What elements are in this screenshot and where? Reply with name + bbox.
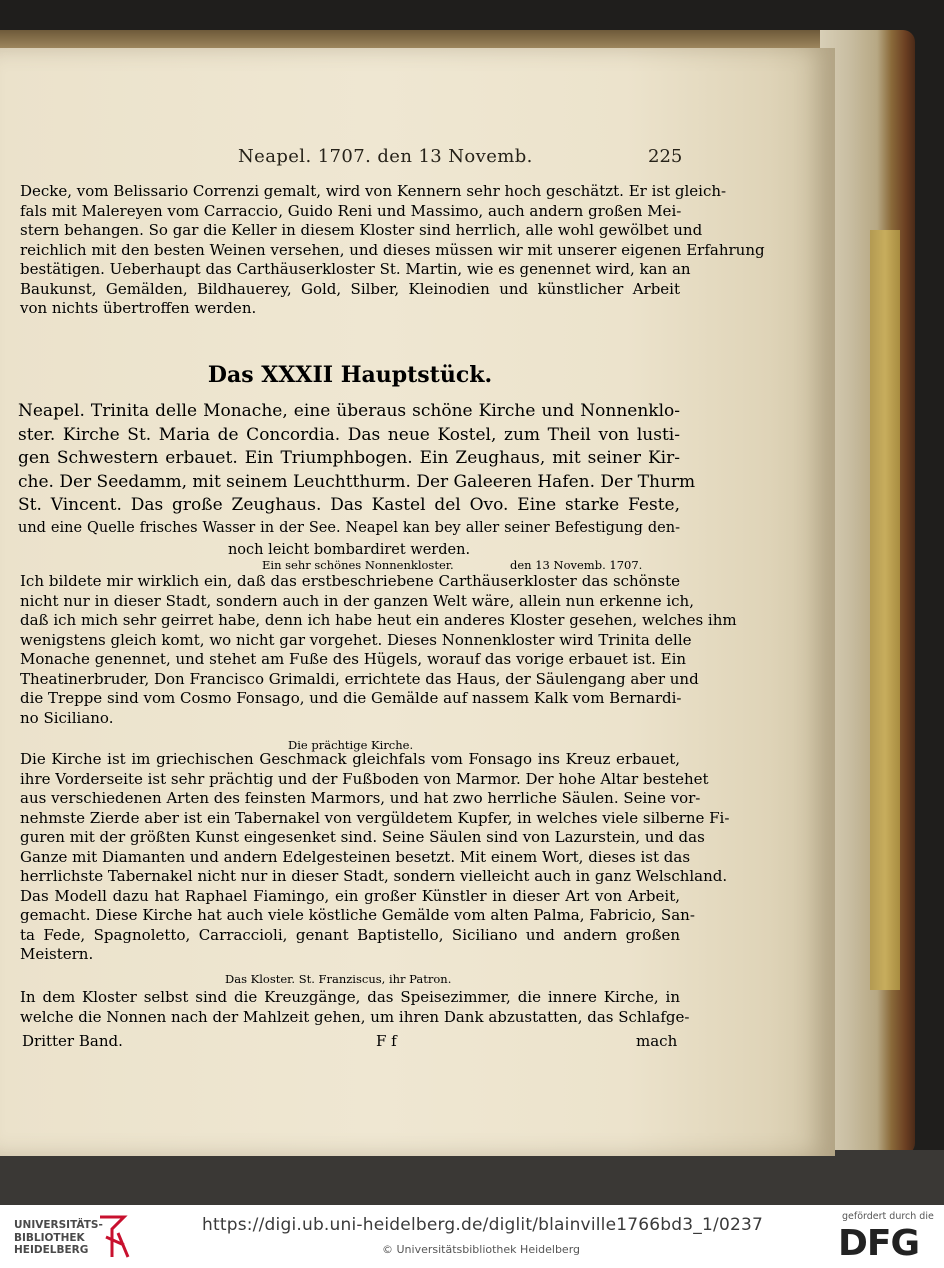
marginal-note-right: den 13 Novemb. 1707. [510,558,643,572]
text-line: daß ich mich sehr geirret habe, denn ich habe heut ein anderes Kloster gesehen, welches ihm [20,611,737,629]
logo-line: UNIVERSITÄTS- [14,1219,103,1231]
text-line: aus verschiedenen Arten des feinsten Marmors, und hat zwo herrliche Säulen. Seine vor- [20,789,701,807]
text-line: welche die Nonnen nach der Mahlzeit gehen, um ihren Dank abzustatten, das Schlafge- [20,1007,690,1026]
text-line: no Siciliano. [20,708,114,727]
text-line: Ganze mit Diamanten und andern Edelgesteinen besetzt. Mit einem Wort, dieses ist das [20,847,691,866]
text-line: Neapel. Trinita delle Monache, eine überaus schöne Kirche und Nonnenklo- [18,401,680,421]
paragraph-3 [20,988,690,1027]
text-line: St. Vincent. Das große Zeughaus. Das Kastel del Ovo. Eine starke Feste, [18,495,680,515]
text-line: Decke, vom Belissario Correnzi gemalt, wird von Kennern sehr hoch geschätzt. Er ist gleich- [20,182,727,200]
text-line: Theatinerbruder, Don Francisco Grimaldi, errichtete das Haus, der Säulengang aber und [20,669,699,688]
catchword: mach [636,1032,678,1050]
text-line: Ich bildete mir wirklich ein, daß das erstbeschriebene Carthäuserkloster das schönste [20,572,680,590]
funding-text: gefördert durch die [842,1211,934,1222]
running-head: Neapel. 1707. den 13 Novemb. [238,146,533,167]
chapter-summary [18,400,696,562]
text-line: gemacht. Diese Kirche hat auch viele köstliche Gemälde vom alten Palma, Fabricio, San- [20,906,695,924]
logo-line: BIBLIOTHEK [14,1231,85,1244]
paragraph-2 [20,750,730,965]
text-line: noch leicht bombardiret werden. [227,541,471,558]
sub-heading-church: Die prächtige Kirche. [288,738,414,752]
text-line: che. Der Seedamm, mit seinem Leuchtthurm. Der Galeeren Hafen. Der Thurm [18,471,696,492]
text-line: ster. Kirche St. Maria de Concordia. Das neue Kostel, zum Theil von lusti- [18,424,680,445]
signature-mark: F f [376,1032,397,1050]
text-line: fals mit Malereyen vom Carraccio, Guido Reni und Massimo, auch andern großen Mei- [20,201,682,220]
text-line: Monache genennet, und stehet am Fuße des Hügels, worauf das vorige erbauet ist. Ein [20,650,687,668]
page-number: 225 [648,146,683,167]
text-line: In dem Kloster selbst sind die Kreuzgänge, das Speisezimmer, die innere Kirche, in [20,988,680,1006]
library-logo-icon[interactable] [96,1213,130,1261]
volume-label: Dritter Band. [22,1032,123,1050]
text-line: und eine Quelle frisches Wasser in der See. Neapel kan bey aller seiner Befestigung den- [18,519,680,536]
text-line: wenigstens gleich komt, wo nicht gar vorgehet. Dieses Nonnenkloster wird Trinita delle [20,630,692,649]
book-cover-strip [870,230,900,990]
marginal-note-left: Ein sehr schönes Nonnenkloster. [262,558,454,572]
logo-line: HEIDELBERG [14,1244,89,1256]
text-line: gen Schwestern erbauet. Ein Triumphbogen. Ein Zeughaus, mit seiner Kir- [18,448,680,468]
text-line: stern behangen. So gar die Keller in diesem Kloster sind herrlich, alle wohl gewölbet und [20,221,703,239]
copyright-text: © Universitätsbibliothek Heidelberg [382,1243,581,1256]
text-line: die Treppe sind vom Cosmo Fonsago, und die Gemälde auf nassem Kalk vom Bernardi- [20,689,682,707]
dfg-logo[interactable]: DFG [838,1223,920,1264]
viewer-footer [0,1205,944,1268]
chapter-title: Das XXXII Hauptstück. [207,362,493,388]
text-line: ta Fede, Spagnoletto, Carraccioli, genant Baptistello, Siciliano und andern großen [20,925,680,944]
library-logo-text[interactable] [14,1219,103,1257]
text-line: herrlichste Tabernakel nicht nur in dieser Stadt, sondern vielleicht auch in ganz Welschland. [20,867,728,885]
text-line: Meistern. [20,945,94,963]
text-line: bestätigen. Ueberhaupt das Carthäuserkloster St. Martin, wie es genennet wird, kan an [20,260,691,278]
text-line: von nichts übertroffen werden. [20,299,257,317]
text-line: ihre Vorderseite ist sehr prächtig und der Fußboden von Marmor. Der hohe Altar bestehet [20,769,709,788]
book-cover-bottom [0,1150,944,1205]
document-url-link[interactable]: https://digi.ub.uni-heidelberg.de/diglit/blainville1766bd3_1/0237 [202,1215,764,1235]
text-line: Die Kirche ist im griechischen Geschmack gleichfals vom Fonsago ins Kreuz erbauet, [20,750,680,768]
text-line: nicht nur in dieser Stadt, sondern auch in der ganzen Welt wäre, allein nun erkenne ich, [20,591,694,610]
text-line: reichlich mit den besten Weinen versehen, und dieses müssen wir mit unserer eigenen Erfahrung [20,240,765,259]
text-line: Baukunst, Gemälden, Bildhauerey, Gold, Silber, Kleinodien und künstlicher Arbeit [20,279,680,298]
top-paragraph [20,182,765,319]
sub-heading-monastery: Das Kloster. St. Franziscus, ihr Patron. [225,972,452,986]
text-line: Das Modell dazu hat Raphael Fiamingo, ein großer Künstler in dieser Art von Arbeit, [20,886,680,905]
text-line: guren mit der größten Kunst eingesenket sind. Seine Säulen sind von Lazurstein, und das [20,828,705,846]
text-line: nehmste Zierde aber ist ein Tabernakel von vergüldetem Kupfer, in welches viele silberne Fi- [20,808,730,827]
paragraph-1 [20,572,737,728]
